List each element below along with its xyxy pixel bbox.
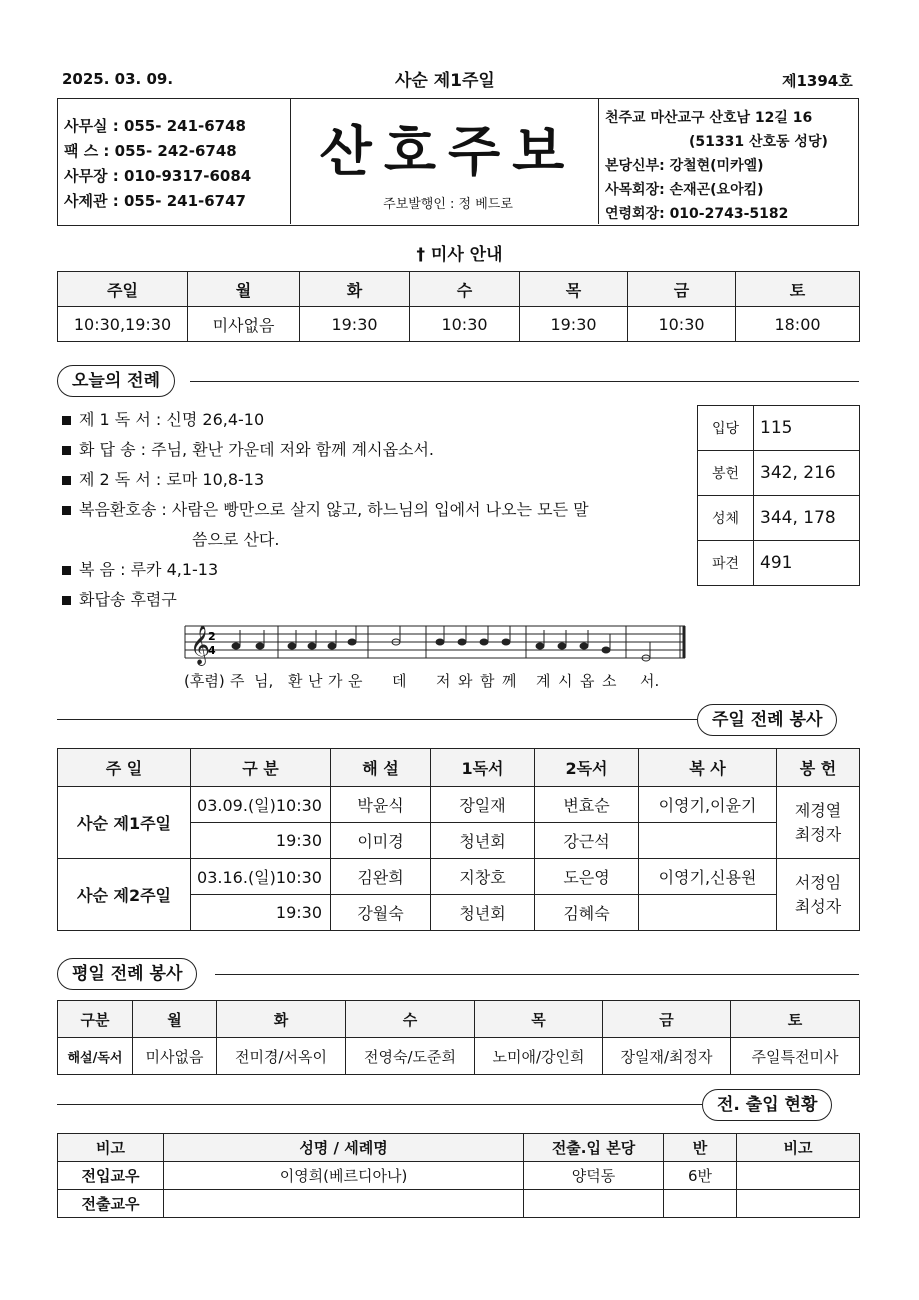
gospel: 복 음 : 루카 4,1-13 xyxy=(62,557,218,580)
servers xyxy=(639,823,777,859)
lyric: 함 xyxy=(480,672,495,690)
name-cell xyxy=(164,1190,524,1218)
refrain-score xyxy=(180,618,690,668)
lyric: 께 xyxy=(502,672,517,690)
offertory: 서정임 최성자 xyxy=(777,859,860,931)
row-label: 전입교우 xyxy=(58,1162,164,1190)
group-cell xyxy=(664,1190,737,1218)
sunday-service-title: 주일 전례 봉사 xyxy=(697,704,837,736)
refrain-lyrics xyxy=(184,670,684,690)
hymn-number: 115 xyxy=(754,406,860,451)
weekday-cell: 전미경/서옥이 xyxy=(217,1038,346,1075)
lyric: 시 xyxy=(558,672,573,690)
lyric: 와 xyxy=(458,672,473,690)
lyric: 저 xyxy=(436,672,451,690)
lyric: 데 xyxy=(392,672,407,690)
table-row xyxy=(58,1162,860,1190)
col-header: 봉 헌 xyxy=(777,749,860,787)
mass-time: 10:30 xyxy=(628,307,736,342)
hymn-number: 344, 178 xyxy=(754,496,860,541)
mass-day: 금 xyxy=(628,272,736,307)
parish-cell xyxy=(524,1190,664,1218)
col-header: 구분 xyxy=(58,1001,133,1038)
contact-rectory: 사제관 : 055- 241-6747 xyxy=(64,192,246,210)
hymn-label: 파견 xyxy=(698,541,754,586)
lyric: 소 xyxy=(602,672,617,690)
publisher: 주보발행인 : 정 베드로 xyxy=(383,197,513,212)
group-cell: 6반 xyxy=(664,1162,737,1190)
table-row xyxy=(58,1190,860,1218)
mass-time: 19:30 xyxy=(300,307,410,342)
gospel-acclamation: 복음환호송 : 사람은 빵만으로 살지 않고, 하느님의 입에서 나오는 모든 말 xyxy=(62,497,589,520)
lyric: 환 xyxy=(288,672,303,690)
mass-day: 월 xyxy=(188,272,300,307)
weekday-cell: 전영숙/도준희 xyxy=(346,1038,475,1075)
reader-2: 도은영 xyxy=(535,859,639,895)
parish-address: 천주교 마산교구 산호남 12길 16 xyxy=(605,110,813,126)
col-header: 주 일 xyxy=(58,749,191,787)
issue-date: 2025. 03. 09. xyxy=(62,70,174,88)
reader-1: 청년회 xyxy=(431,895,535,931)
parish-priest: 본당신부: 강철현(미카엘) xyxy=(605,158,764,174)
reader-2: 김혜숙 xyxy=(535,895,639,931)
mass-day: 목 xyxy=(520,272,628,307)
liturgy-section-title: 오늘의 전례 xyxy=(57,365,175,397)
col-header: 1독서 xyxy=(431,749,535,787)
hymn-number: 491 xyxy=(754,541,860,586)
lyric: 운 xyxy=(348,672,363,690)
reader-2: 변효순 xyxy=(535,787,639,823)
time-cell: 03.16.(일)10:30 xyxy=(191,859,331,895)
time-cell: 19:30 xyxy=(191,895,331,931)
responsorial-psalm: 화 답 송 : 주님, 환난 가운데 저와 함께 계시옵소서. xyxy=(62,437,434,460)
commentator: 박윤식 xyxy=(331,787,431,823)
col-header: 해 설 xyxy=(331,749,431,787)
mass-time: 미사없음 xyxy=(188,307,300,342)
transfer-title: 전. 출입 현황 xyxy=(702,1089,832,1121)
col-header: 금 xyxy=(603,1001,731,1038)
divider xyxy=(57,719,697,720)
transfer-table xyxy=(57,1133,860,1218)
weekday-cell: 주일특전미사 xyxy=(731,1038,860,1075)
lyric: 계 xyxy=(536,672,551,690)
col-header: 전출.입 본당 xyxy=(524,1134,664,1162)
issue-number: 제1394호 xyxy=(782,72,853,90)
contact-clerk: 사무장 : 010-9317-6084 xyxy=(64,167,252,185)
col-header: 토 xyxy=(731,1001,860,1038)
contacts-panel xyxy=(58,99,291,224)
time-cell: 03.09.(일)10:30 xyxy=(191,787,331,823)
liturgical-week: 사순 제1주일 xyxy=(395,71,495,91)
refrain-heading: 화답송 후렴구 xyxy=(62,587,177,610)
lyric: 가 xyxy=(328,672,343,690)
table-row xyxy=(58,859,860,895)
note-cell xyxy=(737,1162,860,1190)
note-cell xyxy=(737,1190,860,1218)
offertory: 제경열 최정자 xyxy=(777,787,860,859)
sunday-service-table xyxy=(57,748,860,931)
col-header: 화 xyxy=(217,1001,346,1038)
reader-1: 장일재 xyxy=(431,787,535,823)
mass-day: 수 xyxy=(410,272,520,307)
gospel-acclamation-cont: 씀으로 산다. xyxy=(192,530,280,549)
reading-1: 제 1 독 서 : 신명 26,4-10 xyxy=(62,407,264,430)
col-header: 수 xyxy=(346,1001,475,1038)
lyric: 옵 xyxy=(580,672,595,690)
mass-day: 화 xyxy=(300,272,410,307)
col-header: 복 사 xyxy=(639,749,777,787)
reader-2: 강근석 xyxy=(535,823,639,859)
name-cell: 이영희(베르디아나) xyxy=(164,1162,524,1190)
hymn-label: 입당 xyxy=(698,406,754,451)
commentator: 김완희 xyxy=(331,859,431,895)
mass-time: 18:00 xyxy=(736,307,860,342)
mass-day: 주일 xyxy=(58,272,188,307)
reader-1: 청년회 xyxy=(431,823,535,859)
lyric: 주 xyxy=(230,672,245,690)
col-header: 성명 / 세례명 xyxy=(164,1134,524,1162)
contact-office: 사무실 : 055- 241-6748 xyxy=(64,117,246,135)
hymn-table xyxy=(697,405,860,586)
mass-day: 토 xyxy=(736,272,860,307)
time-cell: 19:30 xyxy=(191,823,331,859)
hymn-label: 봉헌 xyxy=(698,451,754,496)
weekday-cell: 노미애/강인희 xyxy=(475,1038,603,1075)
servers: 이영기,신용원 xyxy=(639,859,777,895)
col-header: 비고 xyxy=(58,1134,164,1162)
parish-postal: (51331 산호동 성당) xyxy=(689,134,828,150)
bulletin-title: 산호주보 xyxy=(319,120,577,183)
mass-time: 10:30,19:30 xyxy=(58,307,188,342)
col-header: 목 xyxy=(475,1001,603,1038)
weekday-cell: 미사없음 xyxy=(133,1038,217,1075)
reader-1: 지창호 xyxy=(431,859,535,895)
svg-text:𝄞: 𝄞 xyxy=(190,625,211,665)
row-label: 해설/독서 xyxy=(58,1038,133,1075)
hymn-number: 342, 216 xyxy=(754,451,860,496)
table-row xyxy=(58,787,860,823)
divider xyxy=(215,974,859,975)
mass-schedule-table xyxy=(57,271,860,342)
lyric: 난 xyxy=(308,672,323,690)
svg-text:2: 2 xyxy=(208,630,216,643)
row-label: 전출교우 xyxy=(58,1190,164,1218)
divider xyxy=(57,1104,702,1105)
mass-time: 10:30 xyxy=(410,307,520,342)
parish-cell: 양덕동 xyxy=(524,1162,664,1190)
contact-fax: 팩 스 : 055- 242-6748 xyxy=(64,142,237,160)
col-header: 월 xyxy=(133,1001,217,1038)
parish-panel xyxy=(598,99,859,224)
weekday-service-title: 평일 전례 봉사 xyxy=(57,958,197,990)
week-cell: 사순 제2주일 xyxy=(58,859,191,931)
weekday-cell: 장일재/최정자 xyxy=(603,1038,731,1075)
refrain-label: (후렴) xyxy=(184,672,225,690)
weekday-service-table xyxy=(57,1000,860,1075)
servers xyxy=(639,895,777,931)
col-header: 비고 xyxy=(737,1134,860,1162)
svg-text:4: 4 xyxy=(208,644,216,657)
funeral-chair: 연령회장: 010-2743-5182 xyxy=(605,206,789,222)
commentator: 강월숙 xyxy=(331,895,431,931)
lyric: 님, xyxy=(254,672,274,690)
col-header: 구 분 xyxy=(191,749,331,787)
lyric: 서. xyxy=(640,672,660,690)
mass-time: 19:30 xyxy=(520,307,628,342)
header-box xyxy=(57,98,859,226)
col-header: 2독서 xyxy=(535,749,639,787)
commentator: 이미경 xyxy=(331,823,431,859)
table-row xyxy=(58,1038,860,1075)
hymn-label: 성체 xyxy=(698,496,754,541)
col-header: 반 xyxy=(664,1134,737,1162)
reading-2: 제 2 독 서 : 로마 10,8-13 xyxy=(62,467,264,490)
divider xyxy=(190,381,859,382)
week-cell: 사순 제1주일 xyxy=(58,787,191,859)
servers: 이영기,이윤기 xyxy=(639,787,777,823)
mass-title: † 미사 안내 xyxy=(416,245,503,265)
pastoral-chair: 사목회장: 손재곤(요아킴) xyxy=(605,182,764,198)
